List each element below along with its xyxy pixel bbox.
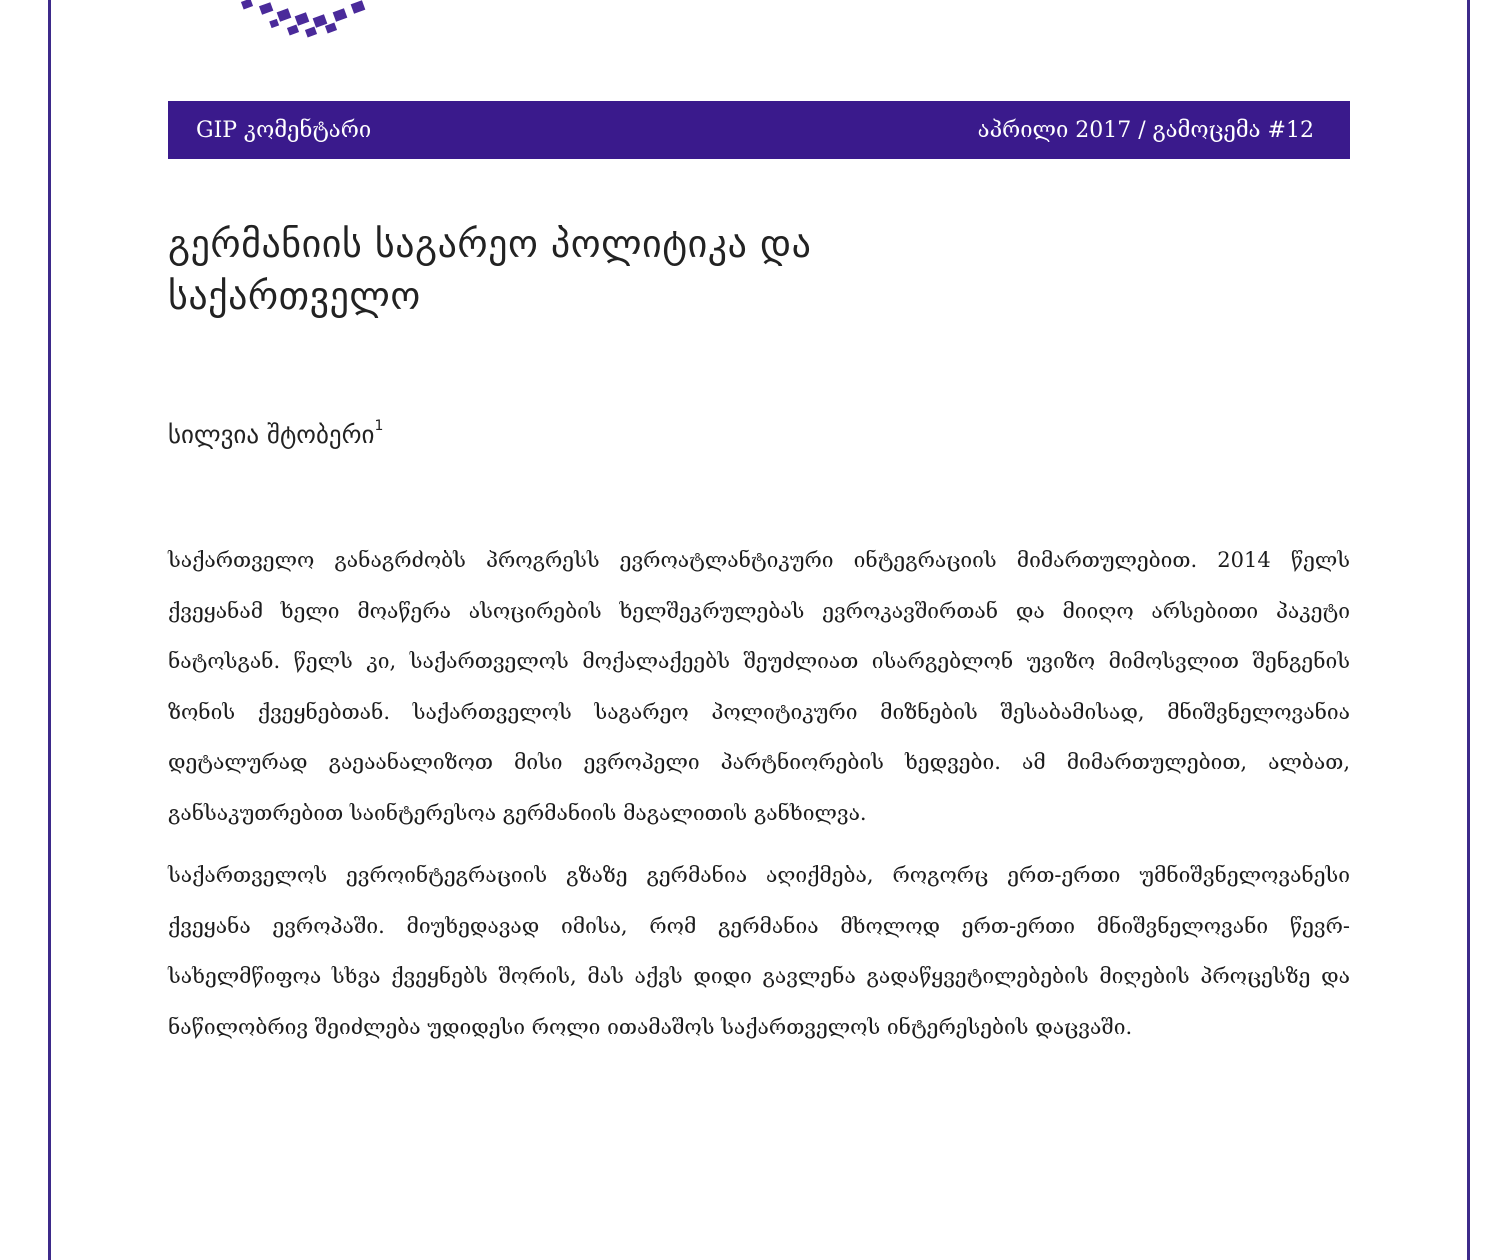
body-text [168,535,1350,1064]
paragraph-2: საქართველოს ევროინტეგრაციის გზაზე გერმანია აღიქმება, როგორც ერთ-ერთი უმნიშვნელოვანესი ქვეყანა ევროპაში. მიუხედავად იმისა, რომ გერმანია მხოლოდ ერთ-ერთი მნიშვნელოვანი წევრ-სახელმწიფოა სხვა ქვეყნებს შორის, მას აქვს დიდი გავლენა გადაწყვეტილებების მიღების პროცესზე და ნაწილობრივ შეიძლება უდიდესი როლი ითამაშოს საქართველოს ინტერესების დაცვაში. [168,863,1350,1039]
title-line-2: საქართველო [168,274,421,318]
author-name: სილვია შტობერი [168,420,375,449]
footnote-marker: 1 [374,418,384,434]
paragraph-1: საქართველო განაგრძობს პროგრესს ევროატლანტიკური ინტეგრაციის მიმართულებით. 2014 წელს ქვეყანამ ხელი მოაწერა ასოცირების ხელშეკრულებას ევროკავშირთან და მიიღო არსებითი პაკეტი ნატოსგან. წელს კი, საქართველოს მოქალაქეებს შეუძლიათ ისარგებლონ უვიზო მიმოსვლით შენგენის ზონის ქვეყნებთან. საქართველოს საგარეო პოლიტიკური მიზნების შესაბამისად, მნიშვნელოვანია დეტალურად გაეაანალიზოთ მისი ევროპელი პარტნიორების ხედვები. ამ მიმართულებით, ალბათ, განსაკუთრებით საინტერესოა გერმანიის მაგალითის განხილვა. [168,548,1350,825]
author-byline [168,420,383,449]
gip-logo [230,0,390,40]
title-line-1: გერმანიის საგარეო პოლიტიკა და [168,222,812,266]
issue-date-label: აპრილი 2017 / გამოცემა #12 [977,117,1314,143]
header-bar [168,101,1350,159]
document-title [168,218,1268,322]
series-label: GIP კომენტარი [196,117,372,143]
